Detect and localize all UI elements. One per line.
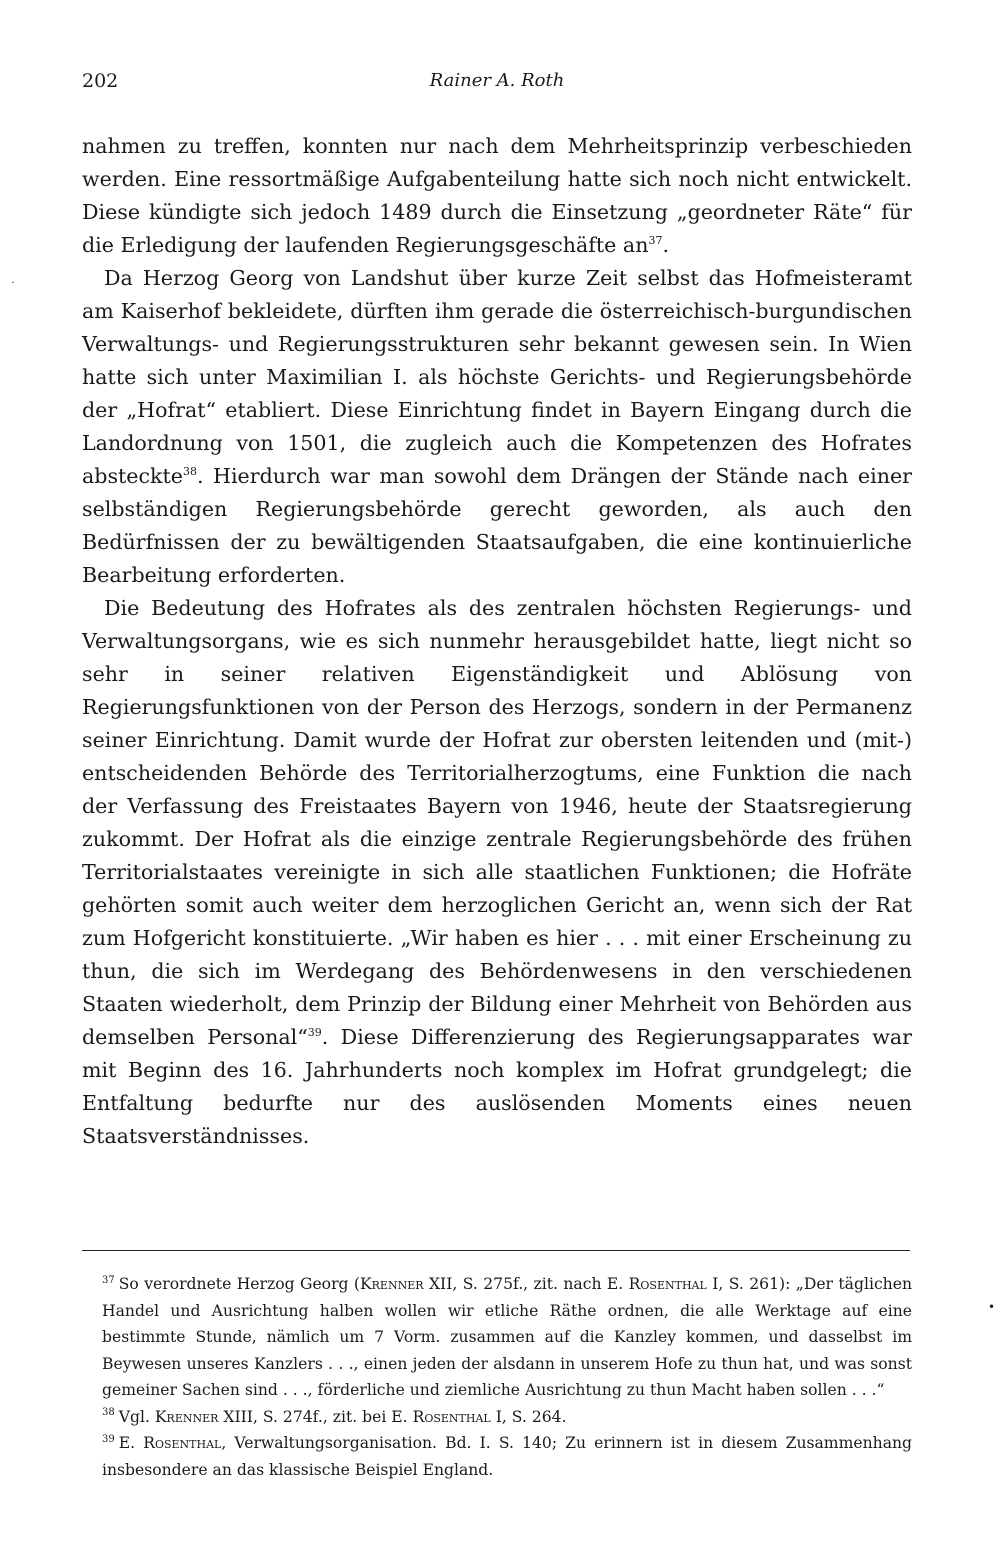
footnote-text: , Verwaltungsorganisation. Bd. I. S. 140; Zu erinnern ist in diesem Zusammenhang insbesondere an das klassische Beispiel England. bbox=[102, 1434, 913, 1479]
body-text bbox=[82, 130, 912, 1153]
footnote-number: 39 bbox=[102, 1433, 115, 1445]
footnote-ref-38[interactable]: 38 bbox=[182, 465, 197, 479]
page-header bbox=[82, 70, 912, 100]
footnote-text: So verordnete Herzog Georg ( bbox=[118, 1275, 360, 1293]
footnote-text: Vgl. bbox=[118, 1407, 155, 1426]
paragraph-2-text-b: . Hierdurch war man sowohl dem Drängen der Stände nach einer selbständigen Regierungsbehörde gerecht geworden, als auch den Bedürfnissen der zu bewältigenden Staatsaufgaben, die eine kontinuierliche Bearbeitung erforderten. bbox=[82, 464, 912, 587]
footnote-ref-37[interactable]: 37 bbox=[648, 234, 663, 248]
footnote-39 bbox=[82, 1430, 912, 1483]
paragraph-1-text: nahmen zu treffen, konnten nur nach dem Mehrheitsprinzip verbeschieden werden. Eine ressortmäßige Aufgabenteilung hatte sich noch nicht entwickelt. Diese kündigte sich jedoch 1489 durch die Einsetzung „geordneter Räte“ für die Erledigung der laufenden Regierungsgeschäfte an bbox=[82, 134, 912, 257]
footnote-37 bbox=[82, 1271, 912, 1404]
page-number: 202 bbox=[82, 70, 119, 92]
paragraph-2-text-a: Da Herzog Georg von Landshut über kurze Zeit selbst das Hofmeisteramt am Kaiserhof bekleidete, dürften ihm gerade die österreichisch-burgundischen Verwaltungs- und Regierungsstrukturen sehr bekannt gewesen sein. In Wien hatte sich unter Maximilian I. als höchste Gerichts- und Regierungsbehörde der „Hofrat“ etabliert. Diese Einrichtung findet in Bayern Eingang durch die Landordnung von 1501, die zugleich auch die Kompetenzen des Hofrates absteckte bbox=[82, 266, 912, 488]
footnote-38 bbox=[82, 1404, 912, 1431]
author-name: Krenner bbox=[360, 1275, 424, 1293]
paragraph-1-tail: . bbox=[662, 233, 670, 257]
running-head: Rainer A. Roth bbox=[429, 70, 565, 91]
footnotes bbox=[82, 1271, 912, 1483]
paragraph-3-text-a: Die Bedeutung des Hofrates als des zentralen höchsten Regierungs- und Verwaltungsorgans, wie es sich nunmehr herausgebildet hatte, liegt nicht so sehr in seiner relativen Eigenständigkeit und Ablösung von Regierungsfunktionen von der Person des Herzogs, sondern in der Permanenz seiner Einrichtung. Damit wurde der Hofrat zur obersten leitenden und (mit-) entscheidenden Behörde des Territorialherzogtums, eine Funktion die nach der Verfassung des Freistaates Bayern von 1946, heute der Staatsregierung zukommt. Der Hofrat als die einzige zentrale Regierungsbehörde des frühen Territorialstaates vereinigte in sich alle staatlichen Funktionen; die Hofräte gehörten somit auch weiter dem herzoglichen Gericht an, wenn sich der Rat zum Hofgericht konstituierte. „Wir haben es hier . . . mit einer Erscheinung zu thun, die sich im Werdegang des Behördenwesens in den verschiedenen Staaten wiederholt, dem Prinzip der Bildung einer Mehrheit von Behörden aus demselben Personal“ bbox=[82, 596, 912, 1049]
author-name: Rosenthal bbox=[628, 1275, 707, 1293]
footnote-text: I, S. 261): „Der täglichen Handel und Ausrichtung halben wollen wir etliche Räthe ordnen, die alle Werktage auf eine bestimmte Stunde, nämlich um 7 Vorm. zusammen auf die Kanzley kommen, und dasselbst im Beywesen unseres Kanzlers . . ., einen jeden der alsdann in unserem Hofe zu thun hat, und was sonst gemeiner Sachen sind . . ., förderliche und ziemliche Ausrichtung zu thun Macht haben sollen . . .“ bbox=[102, 1275, 912, 1399]
author-name: Rosenthal bbox=[412, 1407, 491, 1426]
paragraph-2 bbox=[82, 262, 912, 592]
footnote-number: 38 bbox=[102, 1407, 115, 1419]
footnote-text: XII, S. 275f., zit. nach E. bbox=[423, 1275, 629, 1293]
scan-mark-left: ˙ bbox=[10, 280, 16, 294]
scan-mark-right: • bbox=[988, 1300, 996, 1314]
paragraph-1 bbox=[82, 130, 912, 262]
footnote-number: 37 bbox=[102, 1274, 115, 1286]
author-name: Rosenthal bbox=[143, 1434, 222, 1452]
paragraph-3 bbox=[82, 592, 912, 1153]
footnote-ref-39[interactable]: 39 bbox=[307, 1026, 322, 1040]
footnote-divider bbox=[82, 1250, 910, 1251]
footnote-text: E. bbox=[118, 1434, 144, 1452]
author-name: Krenner bbox=[154, 1407, 219, 1426]
paragraph-3-text-b: . Diese Differenzierung des Regierungsapparates war mit Beginn des 16. Jahrhunderts noch komplex im Hofrat grundgelegt; die Entfaltung bedurfte nur des auslösenden Moments eines neuen Staatsverständnisses. bbox=[82, 1025, 912, 1148]
footnote-text: XIII, S. 274f., zit. bei E. bbox=[218, 1407, 413, 1426]
footnote-text: I, S. 264. bbox=[490, 1407, 567, 1426]
